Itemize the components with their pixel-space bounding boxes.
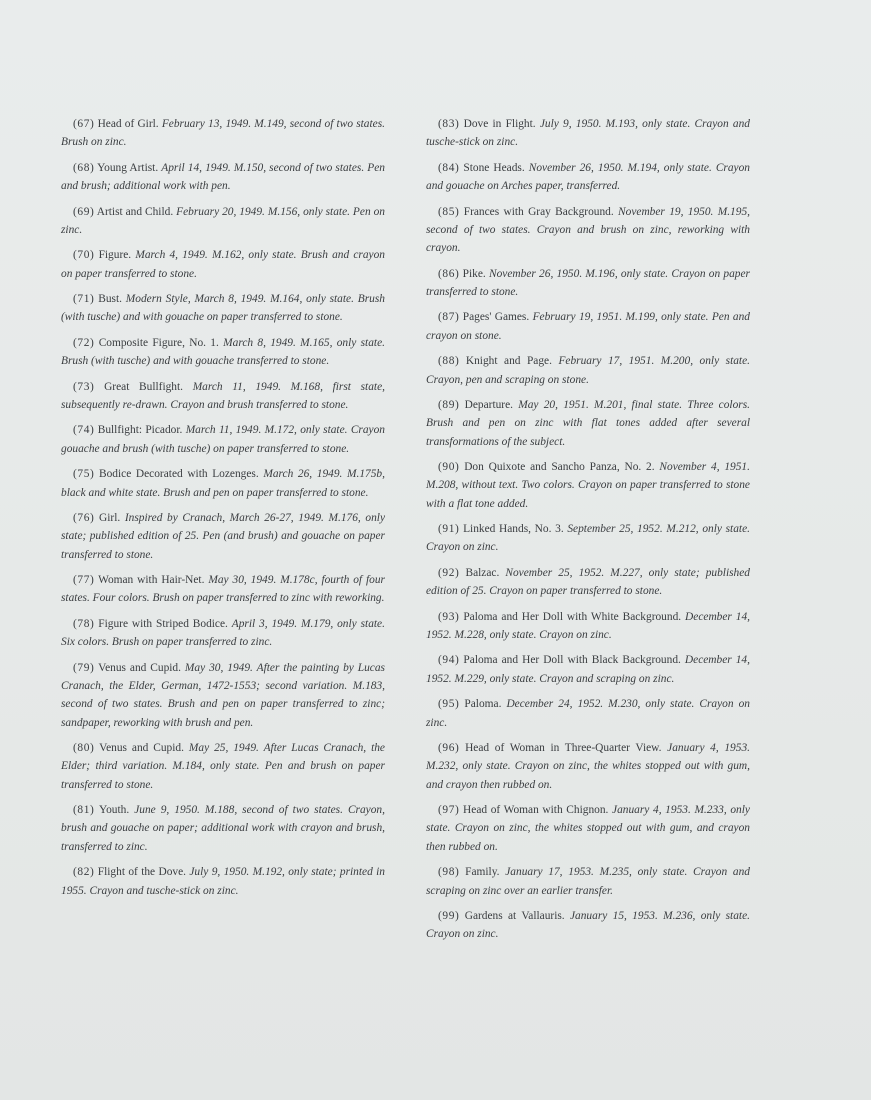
catalogue-entry (426, 352, 750, 389)
entry-description: November 26, 1950. M.196, only state. Crayon on paper transferred to stone. (426, 267, 750, 298)
entry-title: Youth. (98, 804, 130, 817)
entry-number: (77) (73, 574, 95, 587)
entry-title: Family. (465, 866, 500, 879)
entry-number: (87) (438, 311, 460, 324)
entry-number: (81) (73, 804, 95, 817)
catalogue-entry (61, 659, 385, 732)
catalogue-entry (426, 159, 750, 196)
entry-number: (90) (438, 461, 460, 474)
entry-title: Head of Girl. (97, 118, 159, 130)
entry-title: Paloma and Her Doll with White Background. (463, 610, 682, 623)
entry-description: January 17, 1953. M.235, only state. Crayon and scraping on zinc over an earlier transfer. (426, 866, 750, 897)
entry-title: Paloma and Her Doll with Black Background. (463, 654, 681, 667)
entry-number: (85) (438, 205, 460, 218)
entry-description: December 24, 1952. M.230, only state. Crayon on zinc. (426, 698, 750, 729)
right-column (426, 115, 750, 951)
entry-title: Bodice Decorated with Lozenges. (99, 468, 259, 481)
entry-description: March 26, 1949. M.175b, black and white state. Brush and pen on paper transferred to stone. (61, 468, 385, 499)
entry-title: Paloma. (464, 698, 502, 711)
catalogue-entry (61, 801, 385, 856)
entry-description: May 20, 1951. M.201, final state. Three colors. Brush and pen on zinc with flat tones added after several transformations of the subject. (426, 398, 750, 448)
entry-number: (76) (73, 512, 95, 525)
catalogue-entry (61, 246, 385, 283)
entry-title: Departure. (464, 398, 514, 411)
entry-description: February 20, 1949. M.156, only state. Pen on zinc. (61, 205, 385, 236)
entry-number: (97) (438, 804, 460, 817)
entry-description: November 25, 1952. M.227, only state; published edition of 25. Crayon on paper transferred to stone. (426, 566, 750, 598)
entry-number: (88) (438, 355, 460, 368)
entry-title: Dove in Flight. (463, 118, 536, 130)
entry-description: January 4, 1953. M.232, only state. Crayon on zinc, the whites stopped out with gum, and crayon then rubbed on. (426, 742, 750, 791)
entry-description: November 19, 1950. M.195, second of two states. Crayon and brush on zinc, reworking with crayon. (426, 205, 750, 255)
entry-number: (71) (73, 293, 95, 306)
entry-description: April 14, 1949. M.150, second of two states. Pen and brush; additional work with pen. (61, 161, 385, 193)
entry-number: (91) (438, 523, 460, 536)
catalogue-entry (61, 290, 385, 327)
catalogue-entry (61, 115, 385, 152)
entry-number: (73) (73, 380, 95, 393)
catalogue-entry (61, 509, 385, 564)
catalogue-entry (426, 608, 750, 645)
entry-number: (96) (438, 742, 460, 755)
entry-title: Young Artist. (97, 161, 159, 174)
catalogue-entry (426, 520, 750, 557)
entry-description: March 4, 1949. M.162, only state. Brush and crayon on paper transferred to stone. (61, 249, 385, 280)
entry-description: December 14, 1952. M.229, only state. Crayon and scraping on zinc. (426, 654, 750, 685)
left-column (61, 115, 385, 907)
entry-description: Modern Style, March 8, 1949. M.164, only state. Brush (with tusche) and with gouache on paper transferred to stone. (61, 293, 385, 324)
entry-number: (80) (73, 742, 95, 755)
catalogue-entry (426, 396, 750, 451)
entry-title: Figure. (98, 249, 132, 262)
entry-description: April 3, 1949. M.179, only state. Six colors. Brush on paper transferred to zinc. (61, 617, 385, 649)
catalogue-entry (426, 801, 750, 856)
catalogue-entry (61, 159, 385, 196)
entry-title: Flight of the Dove. (97, 866, 186, 879)
entry-description: July 9, 1950. M.193, only state. Crayon and tusche-stick on zinc. (426, 118, 750, 149)
entry-number: (94) (438, 654, 460, 667)
entry-title: Pages' Games. (462, 311, 530, 324)
entry-description: September 25, 1952. M.212, only state. Crayon on zinc. (426, 523, 750, 554)
entry-description: March 11, 1949. M.172, only state. Crayon gouache and brush (with tusche) on paper transferred to stone. (61, 424, 385, 455)
entry-description: May 30, 1949. M.178c, fourth of four states. Four colors. Brush on paper transferred to zinc with reworking. (61, 574, 385, 605)
entry-number: (74) (73, 424, 95, 437)
entry-title: Figure with Striped Bodice. (98, 617, 228, 630)
entry-description: June 9, 1950. M.188, second of two states. Crayon, brush and gouache on paper; additional work with crayon and brush, transferred to zinc. (61, 804, 385, 853)
catalogue-entry (426, 458, 750, 513)
catalogue-entry (426, 695, 750, 732)
catalogue-entry (426, 265, 750, 302)
entry-description: January 15, 1953. M.236, only state. Crayon on zinc. (426, 909, 750, 941)
entry-title: Bust. (98, 293, 122, 306)
entry-number: (78) (73, 617, 95, 630)
entry-number: (84) (438, 161, 460, 174)
entry-number: (79) (73, 661, 95, 674)
entry-description: Inspired by Cranach, March 26-27, 1949. M.176, only state; published edition of 25. Pen (and brush) and gouache on paper transferred to stone. (61, 512, 385, 561)
entry-number: (92) (438, 566, 460, 579)
entry-number: (72) (73, 336, 95, 349)
catalogue-entry (426, 863, 750, 900)
entry-description: February 13, 1949. M.149, second of two states. Brush on zinc. (61, 118, 385, 149)
entry-title: Girl. (99, 512, 121, 525)
entry-description: February 19, 1951. M.199, only state. Pen and crayon on stone. (426, 311, 750, 342)
catalogue-entry (61, 739, 385, 794)
catalogue-entry (61, 203, 385, 240)
catalogue-entry (426, 739, 750, 794)
entry-title: Venus and Cupid. (99, 742, 184, 755)
entry-title: Frances with Gray Background. (463, 205, 614, 218)
catalogue-entry (426, 651, 750, 688)
entry-number: (83) (438, 118, 460, 130)
entry-title: Head of Woman with Chignon. (463, 804, 609, 817)
catalogue-entry (61, 421, 385, 458)
entry-number: (93) (438, 610, 460, 623)
catalogue-entry (426, 907, 750, 944)
catalogue-entry (426, 564, 750, 601)
catalogue-entry (426, 203, 750, 258)
catalogue-entry (61, 863, 385, 900)
entry-title: Stone Heads. (463, 161, 525, 174)
catalogue-entry (61, 334, 385, 371)
entry-title: Artist and Child. (96, 205, 174, 218)
entry-number: (82) (73, 866, 95, 879)
entry-title: Knight and Page. (465, 355, 552, 368)
entry-description: May 30, 1949. After the painting by Lucas Cranach, the Elder, German, 1472-1553; second variation. M.183, second of two states. Brush and pen on paper transferred to zinc; sandpaper, reworking with brush and pen. (61, 661, 385, 729)
entry-number: (89) (438, 398, 460, 411)
catalogue-entry (61, 615, 385, 652)
entry-description: December 14, 1952. M.228, only state. Crayon on zinc. (426, 610, 750, 641)
entry-number: (69) (73, 205, 95, 218)
entry-title: Great Bullfight. (104, 380, 184, 393)
entry-title: Pike. (462, 267, 486, 280)
entry-title: Bullfight: Picador. (97, 424, 183, 437)
catalogue-entry (61, 378, 385, 415)
entry-description: July 9, 1950. M.192, only state; printed in 1955. Crayon and tusche-stick on zinc. (61, 866, 386, 897)
entry-number: (95) (438, 698, 460, 711)
catalogue-entry (61, 571, 385, 608)
catalogue-entry (426, 308, 750, 345)
entry-title: Balzac. (465, 566, 500, 579)
entry-description: November 26, 1950. M.194, only state. Crayon and gouache on Arches paper, transferred. (426, 161, 750, 193)
entry-number: (67) (73, 118, 95, 130)
entry-title: Woman with Hair-Net. (98, 574, 205, 587)
catalogue-entry (61, 465, 385, 502)
entry-title: Don Quixote and Sancho Panza, No. 2. (464, 461, 655, 474)
entry-description: February 17, 1951. M.200, only state. Crayon, pen and scraping on stone. (426, 355, 750, 386)
entry-title: Head of Woman in Three-Quarter View. (465, 742, 662, 755)
entry-number: (98) (438, 866, 460, 879)
entry-title: Composite Figure, No. 1. (98, 336, 219, 349)
entry-description: March 11, 1949. M.168, first state, subsequently re-drawn. Crayon and brush transferred to stone. (61, 380, 385, 411)
entry-number: (70) (73, 249, 95, 262)
entry-title: Linked Hands, No. 3. (463, 523, 564, 536)
entry-title: Venus and Cupid. (98, 661, 181, 674)
entry-number: (86) (438, 267, 460, 280)
entry-description: March 8, 1949. M.165, only state. Brush (with tusche) and with gouache transferred to stone. (61, 336, 385, 368)
entry-number: (75) (73, 468, 95, 481)
entry-title: Gardens at Vallauris. (464, 909, 565, 922)
entry-description: May 25, 1949. After Lucas Cranach, the Elder; third variation. M.184, only state. Pen and brush on paper transferred to stone. (61, 742, 385, 791)
entry-description: November 4, 1951. M.208, without text. Two colors. Crayon on paper transferred to stone with a flat tone added. (426, 461, 750, 510)
entry-number: (68) (73, 161, 95, 174)
entry-description: January 4, 1953. M.233, only state. Crayon on zinc, the whites stopped out with gum, and crayon then rubbed on. (426, 804, 750, 853)
entry-number: (99) (438, 909, 460, 922)
catalogue-entry (426, 115, 750, 152)
